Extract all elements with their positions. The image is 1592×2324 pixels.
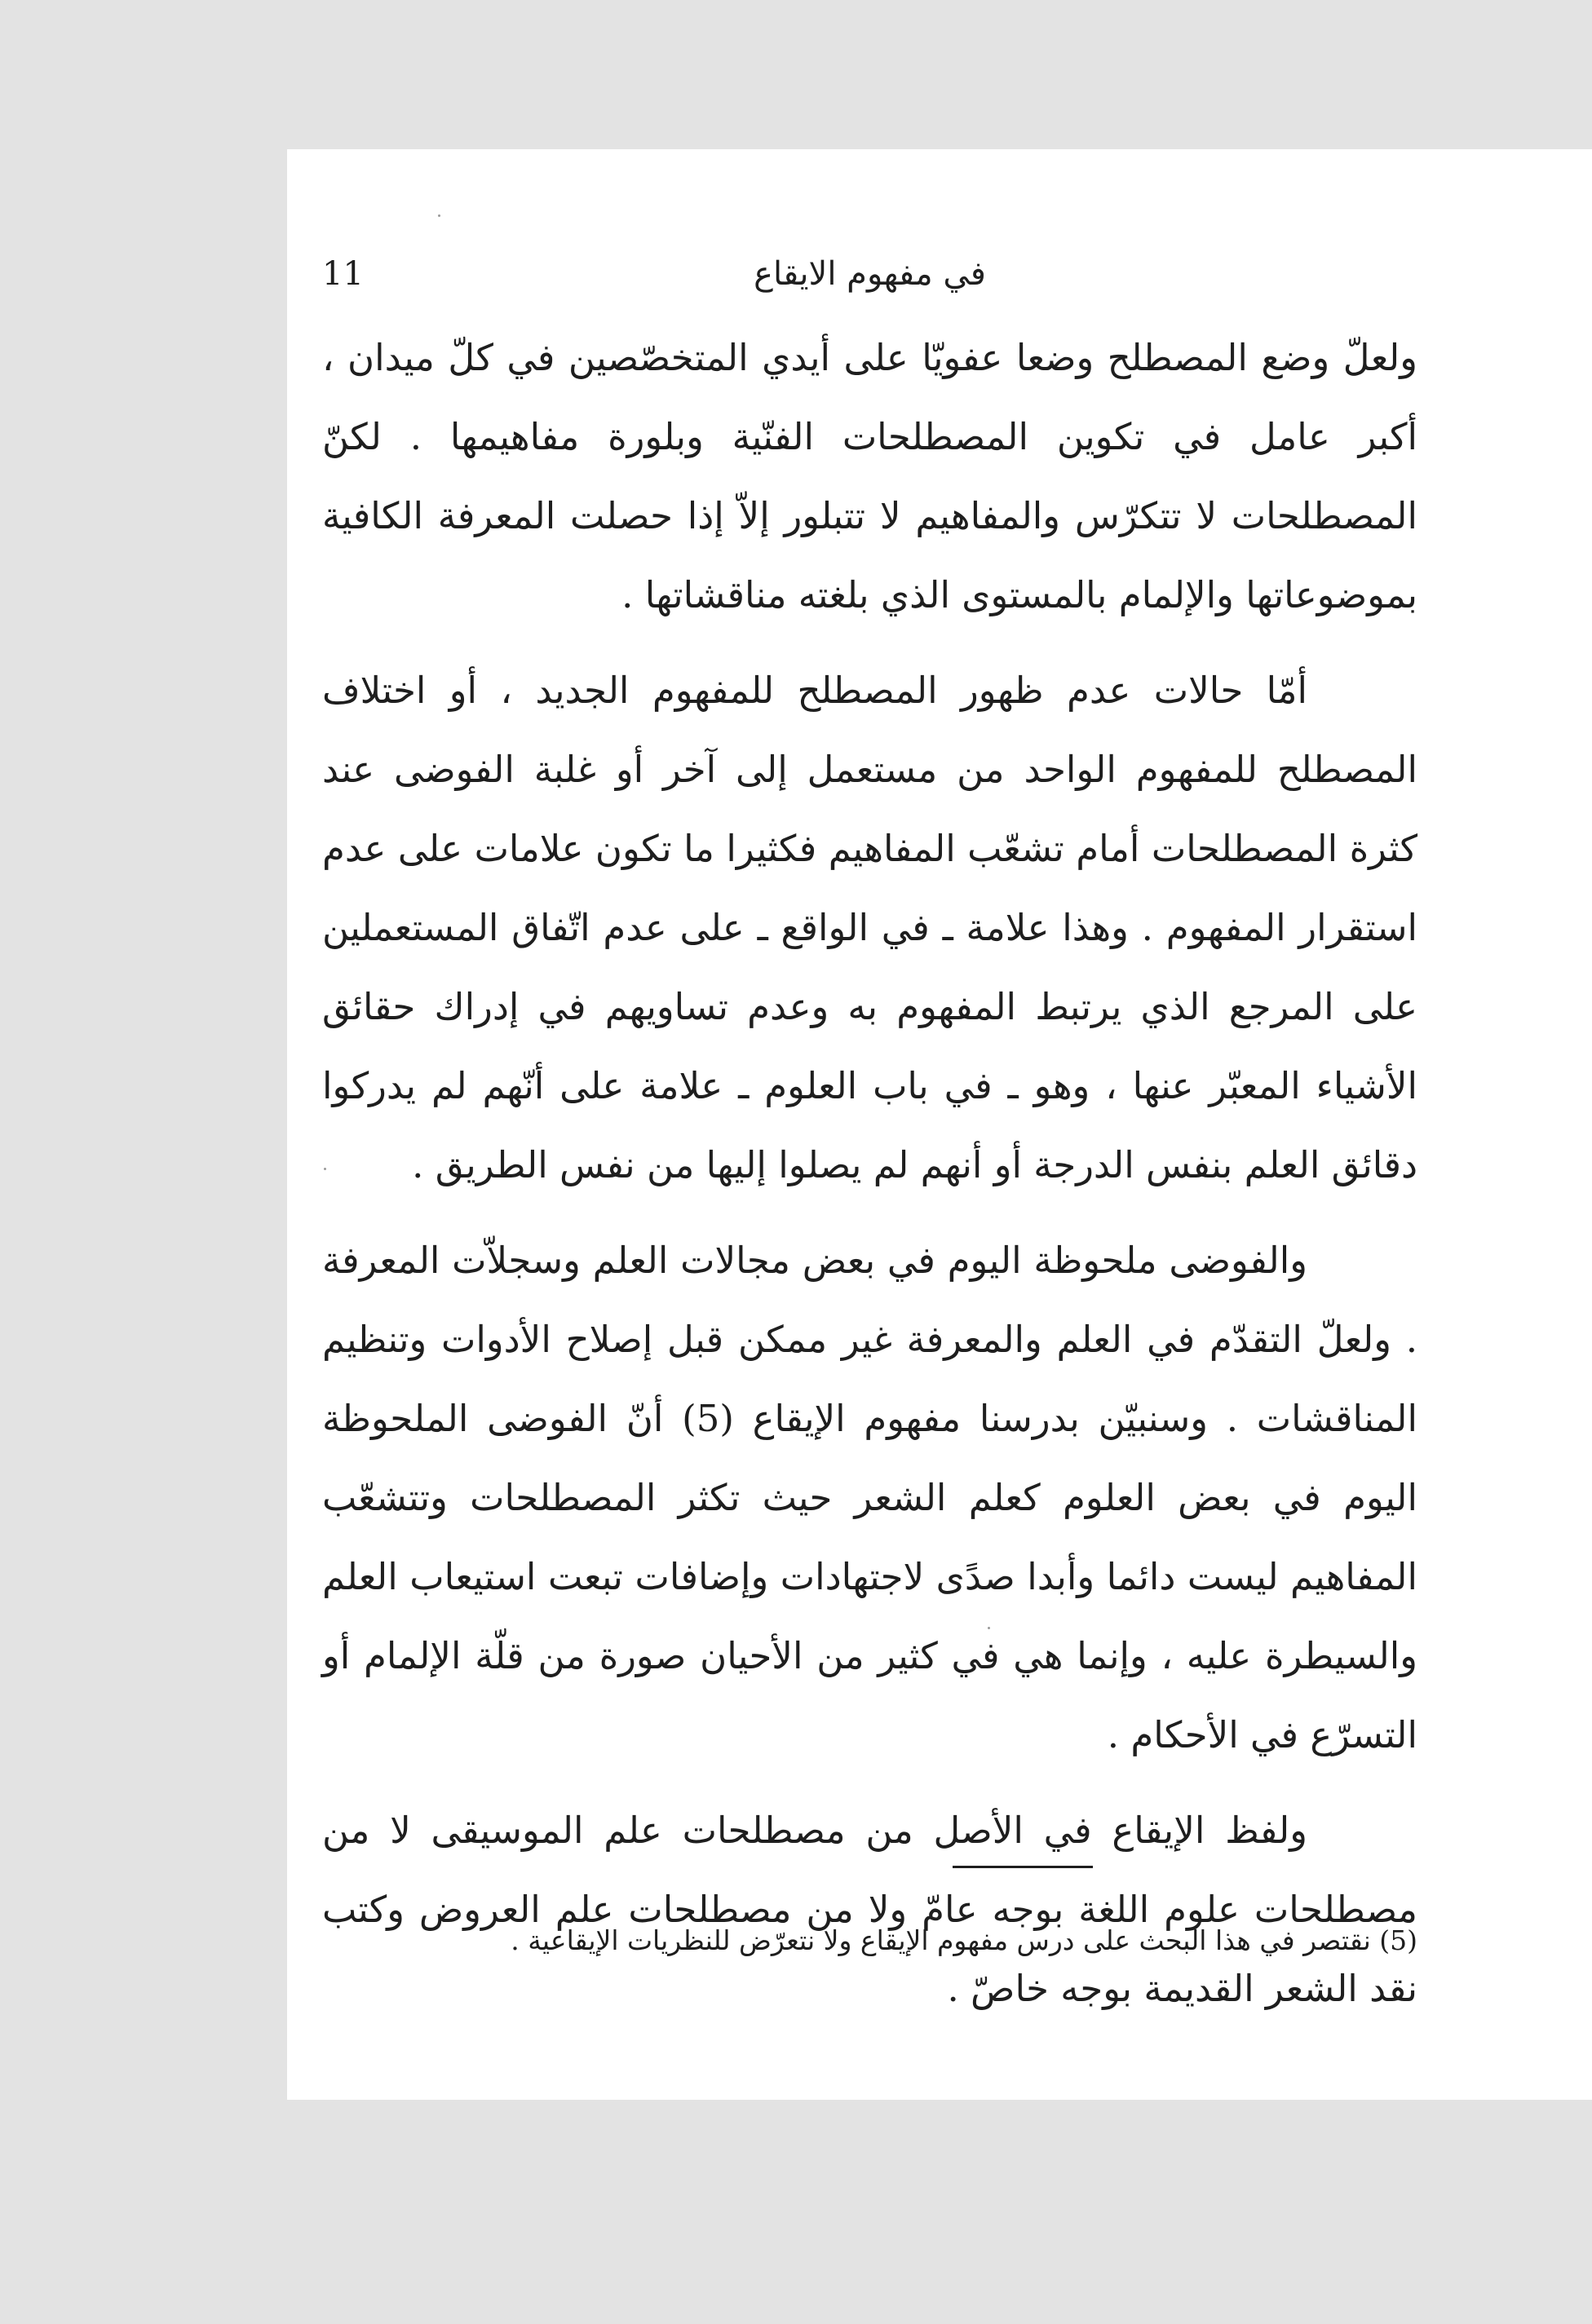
- paragraph-3: والفوضى ملحوظة اليوم في بعض مجالات العلم وسجلاّت المعرفة . ولعلّ التقدّم في العلم والمعرفة غير ممكن قبل إصلاح الأدوات وتنظيم المناقشات . وسنبيّن بدرسنا مفهوم الإيقاع (5) أنّ الفوضى الملحوظة اليوم في بعض العلوم كعلم الشعر حيث تكثر المصطلحات وتتشعّب المفاهيم ليست دائما وأبدا صدًى لاجتهادات وإضافات تبعت استيعاب العلم والسيطرة عليه ، وإنما هي في كثير من الأحيان صورة من قلّة الإلمام أو التسرّع في الأحكام .: [322, 1239, 1418, 1756]
- running-title: في مفهوم الايقاع: [754, 255, 986, 293]
- paragraph-1: ولعلّ وضع المصطلح وضعا عفويّا على أيدي المتخصّصين في كلّ ميدان ، أكبر عامل في تكوين المصطلحات الفنّية وبلورة مفاهيمها . لكنّ المصطلحات لا تتكرّس والمفاهيم لا تتبلور إلاّ إذا حصلت المعرفة الكافية بموضوعاتها والإلمام بالمستوى الذي بلغته مناقشاتها .: [322, 336, 1417, 616]
- footnote-separator: [953, 1866, 1093, 1868]
- page-number: 11: [322, 255, 364, 293]
- paragraph-4: ولفظ الإيقاع في الأصل من مصطلحات علم الموسيقى لا من مصطلحات علوم اللغة بوجه عامّ ولا من مصطلحات علم العروض وكتب نقد الشعر القديمة بوجه خاصّ .: [322, 1809, 1417, 2010]
- paragraph-2: أمّا حالات عدم ظهور المصطلح للمفهوم الجديد ، أو اختلاف المصطلح للمفهوم الواحد من مستعمل إلى آخر أو غلبة الفوضى عند كثرة المصطلحات أمام تشعّب المفاهيم فكثيرا ما تكون علامات على عدم استقرار المفهوم . وهذا علامة ـ في الواقع ـ على عدم اتّفاق المستعملين على المرجع الذي يرتبط المفهوم به وعدم تساويهم في إدراك حقائق الأشياء المعبّر عنها ، وهو ـ في باب العلوم ـ علامة على أنّهم لم يدركوا دقائق العلم بنفس الدرجة أو أنهم لم يصلوا إليها من نفس الطريق .: [322, 669, 1417, 1186]
- page-body: [322, 245, 1417, 2044]
- footnote: (5) نقتصر في هذا البحث على درس مفهوم الإيقاع ولا نتعرّض للنظريات الإيقاعية .: [511, 1924, 1417, 1956]
- page-header: [322, 245, 1417, 318]
- scan-speck: [438, 214, 440, 217]
